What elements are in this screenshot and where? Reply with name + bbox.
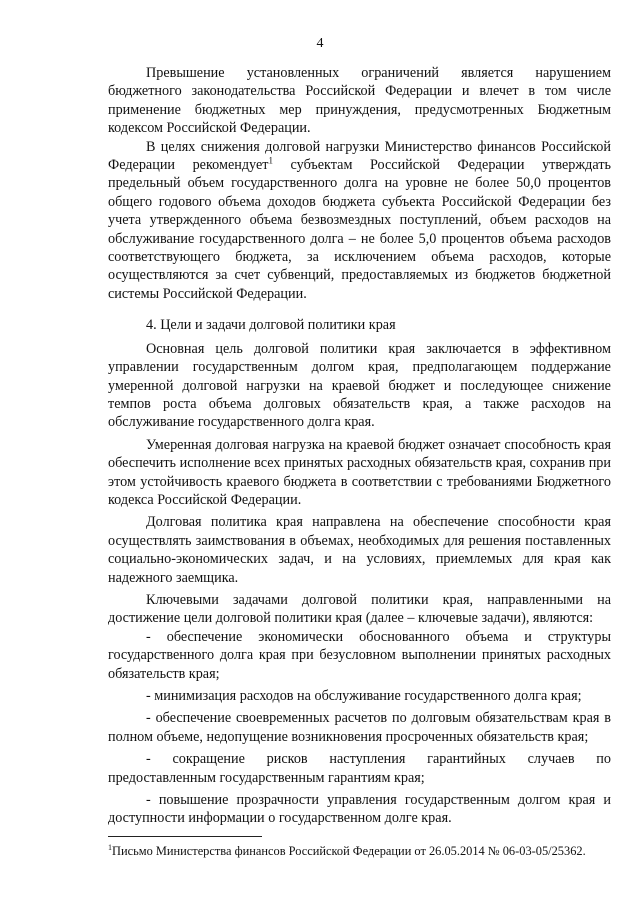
footnote <box>108 844 618 859</box>
footnote-reference[interactable]: 1 <box>268 155 273 166</box>
paragraph-moderate-load: Умеренная долговая нагрузка на краевой бюджет означает способность края обеспечить исполнение всех принятых расходных обязательств края, сохранив при этом устойчивость краевого бюджета в соответствии с требованиями Бюджетного кодекса Российской Федерации. <box>108 436 611 508</box>
list-item: - сокращение рисков наступления гарантийных случаев по предоставленным государственным гарантиям края; <box>108 751 611 786</box>
page-number: 4 <box>316 36 324 51</box>
key-tasks-list <box>108 628 611 828</box>
paragraph-minfin-recommendation <box>108 138 611 304</box>
section-heading: 4. Цели и задачи долговой политики края <box>146 317 396 334</box>
paragraph-text: субъектам Российской Федерации утверждать предельный объем государственного долга на уровне не более 50,0 процентов общего годового объема доходов бюджета субъекта Российской Федерации без учета утвержденного объема безвозмездных поступлений, объем расходов на обслуживание государственного долга – не более 5,0 процентов объема расходов соответствующего бюджета, за исключением объема расходов, которые осуществляются за счет субвенций, предоставляемых из бюджетов бюджетной системы Российской Федерации. <box>108 157 611 302</box>
list-item: - обеспечение своевременных расчетов по долговым обязательствам края в полном объеме, недопущение возникновения просроченных обязательств края; <box>108 710 611 745</box>
paragraph-text: В целях снижения долговой нагрузки Министерство финансов Российской Федерации рекомендует <box>108 138 611 174</box>
paragraph-key-tasks-intro: Ключевыми задачами долговой политики края, направленными на достижение цели долговой политики края (далее – ключевые задачи), являются: <box>108 591 611 627</box>
paragraph-main-goal: Основная цель долговой политики края заключается в эффективном управлении государственным долгом края, предполагающем поддержание умеренной долговой нагрузки на краевой бюджет и последующее снижение темпов роста объема долговых обязательств края, а также расходов на обслуживание государственного долга края. <box>108 340 611 431</box>
document-body <box>108 64 611 828</box>
list-item: - повышение прозрачности управления государственным долгом края и доступности информации о государственном долге края. <box>108 792 611 827</box>
paragraph-budget-violation: Превышение установленных ограничений является нарушением бюджетного законодательства Российской Федерации и влечет в том числе применение бюджетных мер принуждения, предусмотренных Бюджетным кодексом Российской Федерации. <box>108 65 611 137</box>
footnote-separator <box>108 836 262 837</box>
list-item: - минимизация расходов на обслуживание государственного долга края; <box>146 688 582 704</box>
footnote-marker: 1 <box>108 842 112 852</box>
paragraph-borrowing-ability: Долговая политика края направлена на обеспечение способности края осуществлять заимствования в объемах, необходимых для решения поставленных социально-экономических задач, и на условиях, приемлемых для края как надежного заемщика. <box>108 514 611 586</box>
footnote-text: Письмо Министерства финансов Российской Федерации от 26.05.2014 № 06-03-05/25362. <box>112 844 586 858</box>
list-item: - обеспечение экономически обоснованного объема и структуры государственного долга края при безусловном выполнении принятых расходных обязательств края; <box>108 628 611 682</box>
